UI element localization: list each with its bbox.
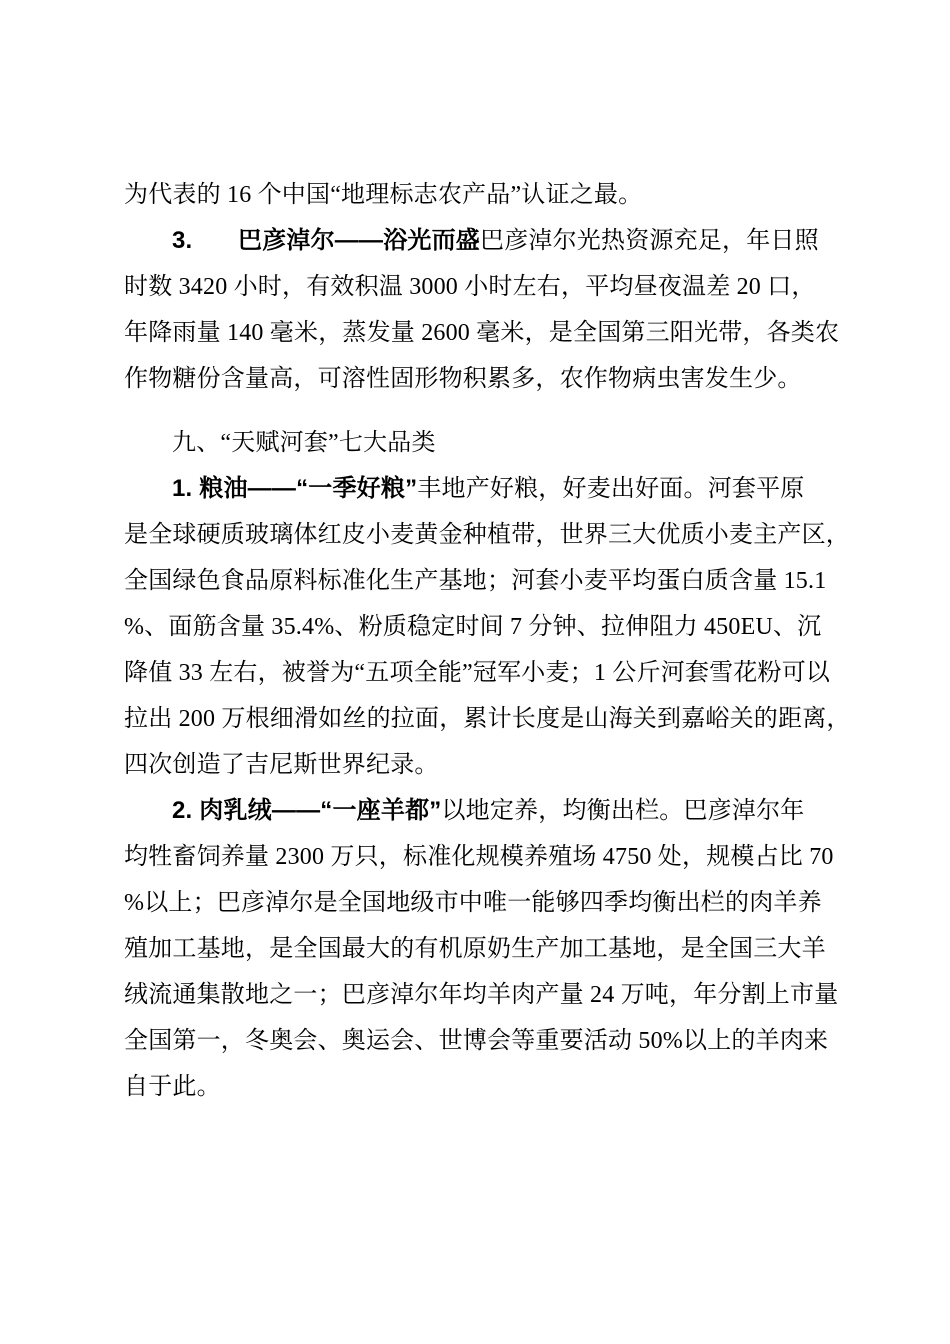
- paragraph-line: 自于此。: [124, 1074, 221, 1100]
- paragraph-gap: [124, 402, 850, 420]
- item-2-title: 2. 肉乳绒——“一座羊都”: [172, 797, 442, 824]
- item-3-text: 巴彦淖尔光热资源充足，年日照: [480, 228, 819, 254]
- paragraph-line: 降值 33 左右，被誉为“五项全能”冠军小麦；1 公斤河套雪花粉可以: [124, 660, 831, 686]
- paragraph-line: 拉出 200 万根细滑如丝的拉面，累计长度是山海关到嘉峪关的距离，: [124, 706, 851, 732]
- item-1-first-line: [124, 466, 850, 512]
- paragraph-line: 年降雨量 140 毫米，蒸发量 2600 毫米，是全国第三阳光带，各类农: [124, 320, 840, 346]
- item-1-title: 1. 粮油——“一季好粮”: [172, 475, 418, 502]
- paragraph-line: 全国绿色食品原料标准化生产基地；河套小麦平均蛋白质含量 15.1: [124, 568, 827, 594]
- item-2-text: 以地定养，均衡出栏。巴彦淖尔年: [441, 798, 805, 824]
- document-body: [124, 172, 850, 1110]
- paragraph-line: 绒流通集散地之一；巴彦淖尔年均羊肉产量 24 万吨，年分割上市量: [124, 982, 839, 1008]
- paragraph-line: %以上；巴彦淖尔是全国地级市中唯一能够四季均衡出栏的肉羊养: [124, 890, 822, 916]
- paragraph-line: 均牲畜饲养量 2300 万只，标准化规模养殖场 4750 处，规模占比 70: [124, 844, 834, 870]
- paragraph-line: 殖加工基地，是全国最大的有机原奶生产加工基地，是全国三大羊: [124, 936, 826, 962]
- item-3-number: 3.: [172, 227, 193, 254]
- paragraph-line: 时数 3420 小时，有效积温 3000 小时左右，平均昼夜温差 20 口，: [124, 274, 816, 300]
- paragraph-line: %、面筋含量 35.4%、粉质稳定时间 7 分钟、拉伸阻力 450EU、沉: [124, 614, 822, 640]
- item-3-first-line: [124, 218, 850, 264]
- paragraph-line: 全国第一，冬奥会、奥运会、世博会等重要活动 50%以上的羊肉来: [124, 1028, 829, 1054]
- paragraph-line: 为代表的 16 个中国“地理标志农产品”认证之最。: [124, 182, 643, 208]
- paragraph-line: 四次创造了吉尼斯世界纪录。: [124, 752, 439, 778]
- item-3-title: 巴彦淖尔——浴光而盛: [238, 227, 480, 254]
- item-1-text: 丰地产好粮，好麦出好面。河套平原: [417, 476, 805, 502]
- paragraph-line: 是全球硬质玻璃体红皮小麦黄金种植带，世界三大优质小麦主产区，: [124, 522, 850, 548]
- paragraph-line: 作物糖份含量高，可溶性固形物积累多，农作物病虫害发生少。: [124, 366, 802, 392]
- item-2-first-line: [124, 788, 850, 834]
- section-9-heading: 九、“天赋河套”七大品类: [172, 430, 436, 456]
